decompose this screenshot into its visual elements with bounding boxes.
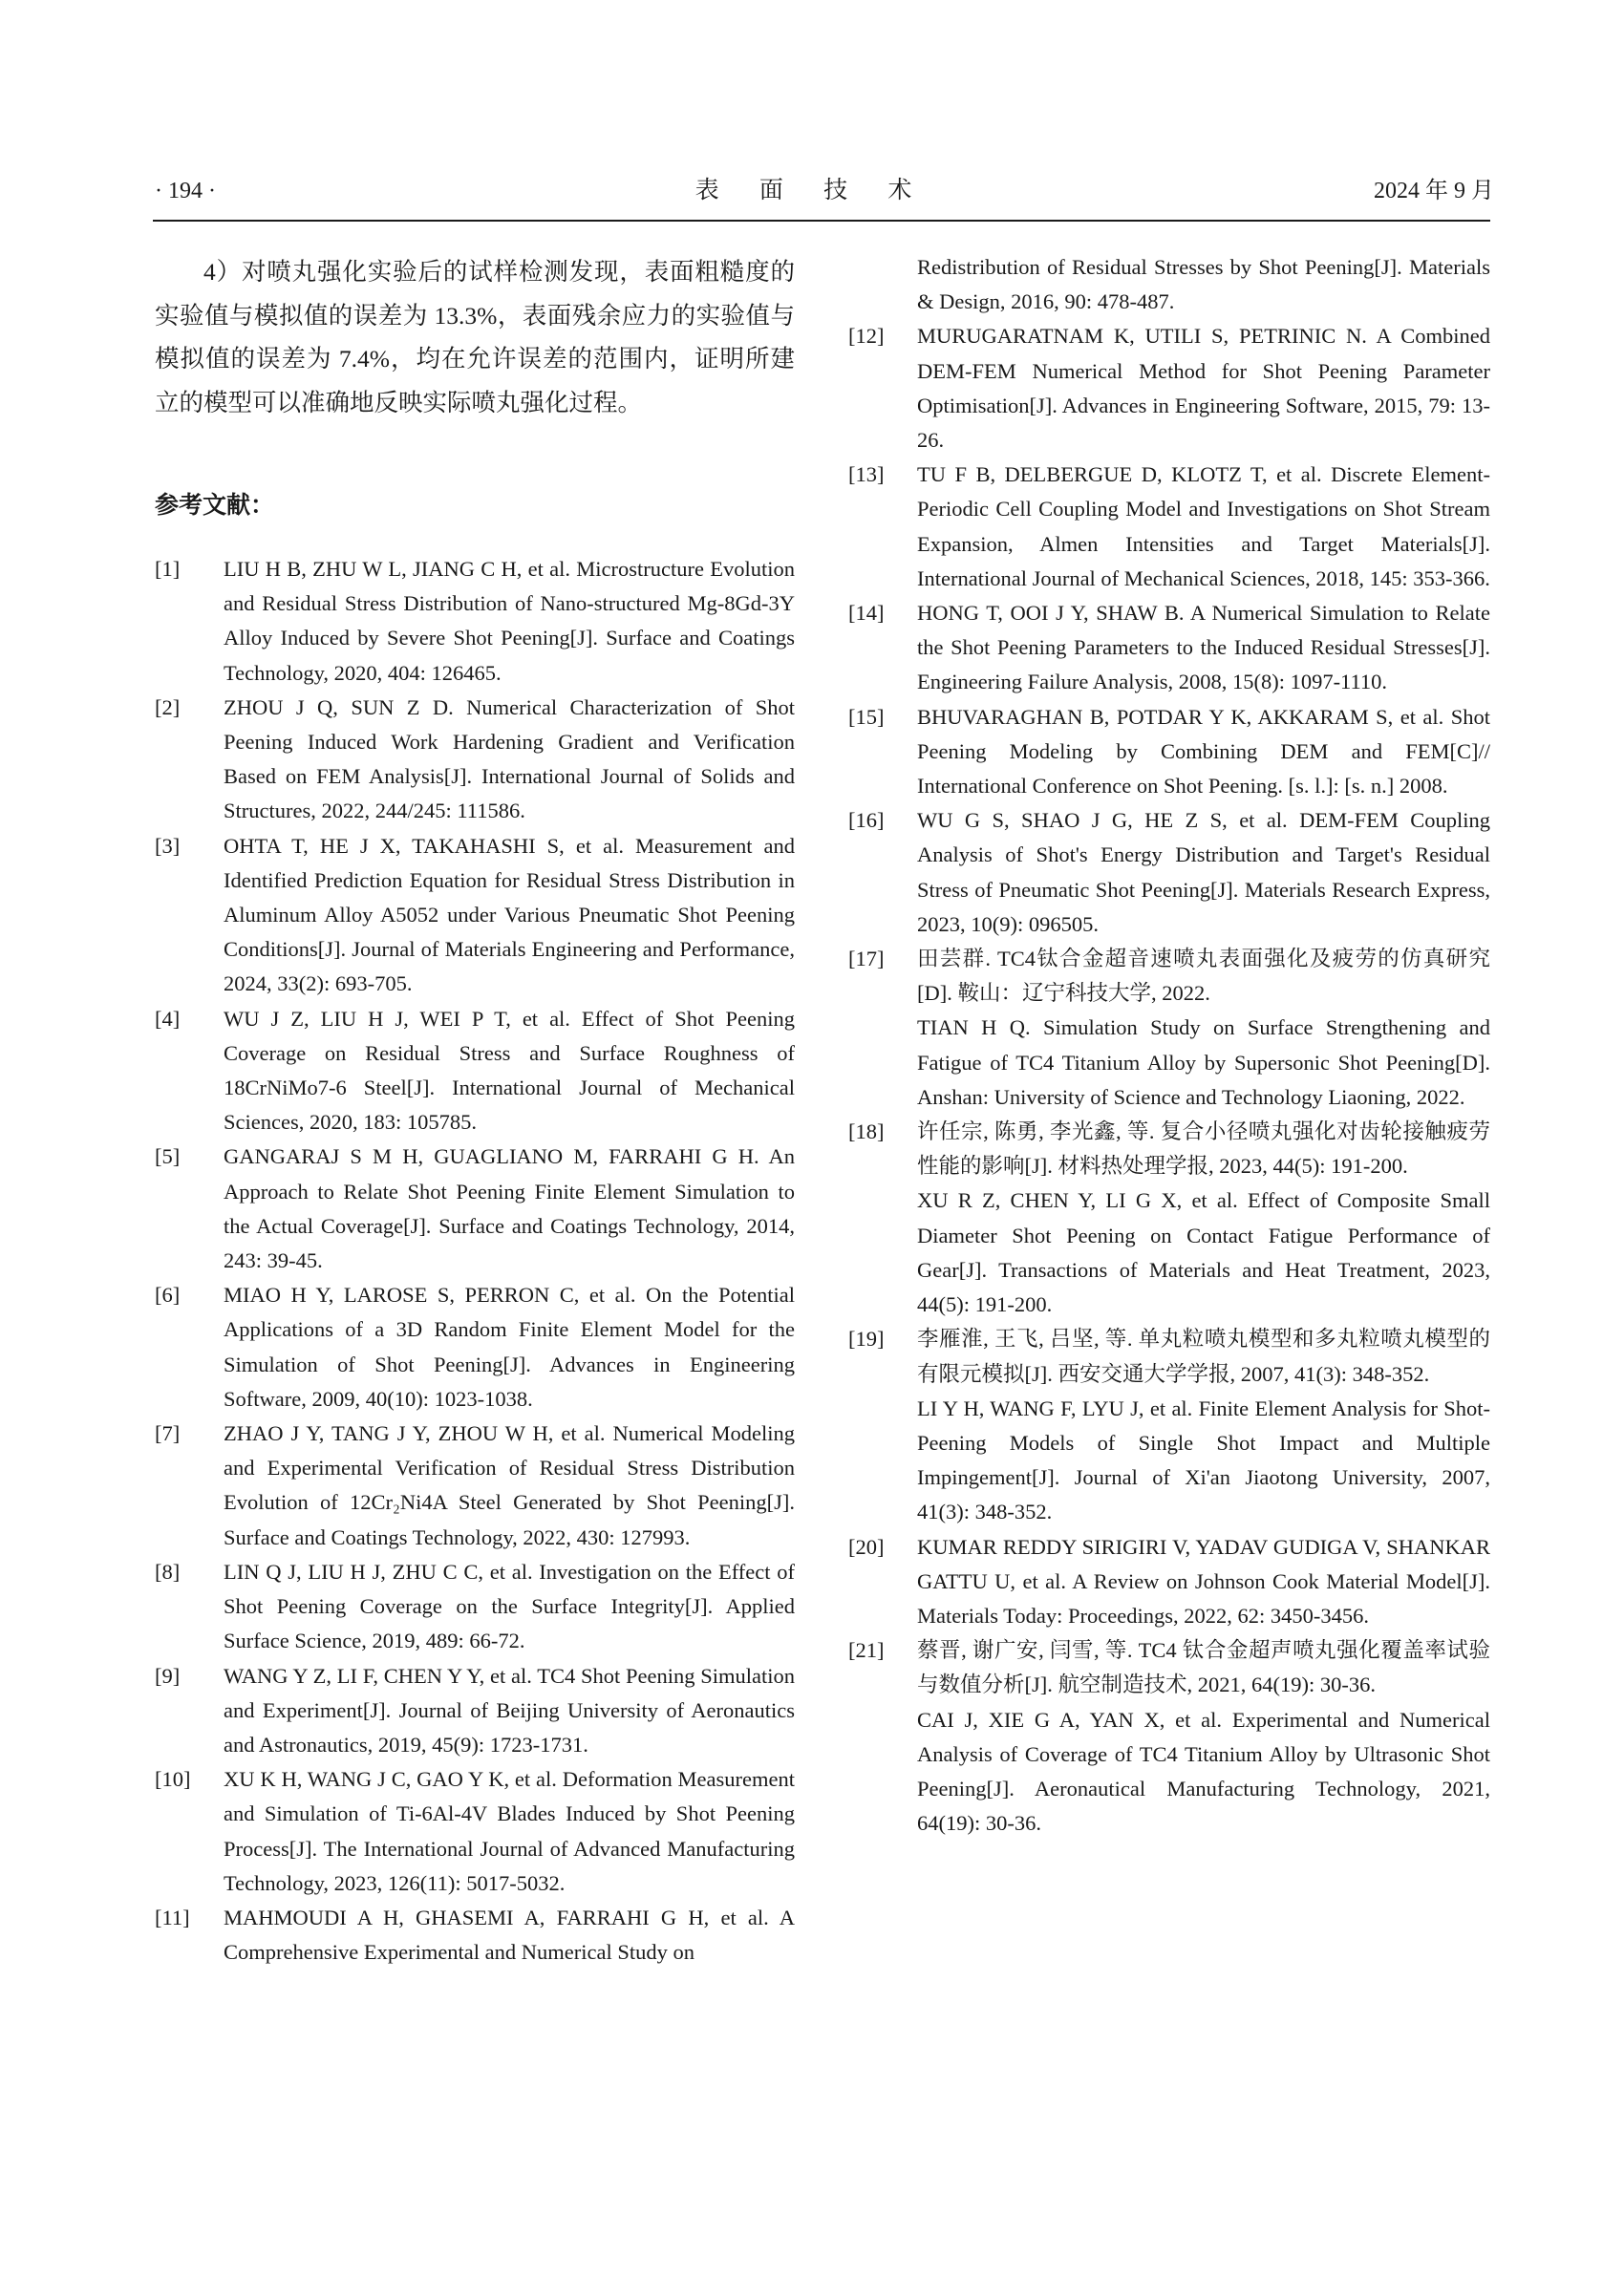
- reference-item: [155, 1901, 795, 1970]
- reference-text: [224, 1659, 795, 1763]
- reference-item: [155, 829, 795, 1002]
- reference-number: [10]: [155, 1767, 191, 1792]
- reference-number: [15]: [848, 704, 885, 729]
- reference-text: [224, 829, 795, 1002]
- reference-item: [848, 1322, 1490, 1529]
- right-column: [848, 250, 1490, 1841]
- reference-item: [848, 1530, 1490, 1634]
- journal-title: 表 面 技 术: [694, 178, 930, 203]
- reference-text-part: WU G S, SHAO J G, HE Z S, et al. DEM-FEM Coupling Analysis of Shot's Energy Distribution and Target's Residual Stress of Pneumatic Shot Peening[J]. Materials Research Express, 2023, 10(9): 096505.: [917, 808, 1490, 936]
- reference-text: [917, 596, 1490, 700]
- reference-text-part: 田芸群. TC4钛合金超音速喷丸表面强化及疲劳的仿真研究[D]. 鞍山：辽宁科技大学, 2022.: [917, 947, 1490, 1006]
- reference-number: [20]: [848, 1534, 885, 1559]
- reference-text: [917, 319, 1490, 458]
- reference-text-part: LIU H B, ZHU W L, JIANG C H, et al. Microstructure Evolution and Residual Stress Distribution of Nano-structured Mg-8Gd-3Y Alloy Induced by Severe Shot Peening[J]. Surface and Coatings Technology, 2020, 404: 126465.: [224, 557, 795, 685]
- reference-number: [9]: [155, 1663, 181, 1688]
- reference-text: [224, 1762, 795, 1901]
- references-heading: 参考文献：: [155, 491, 275, 519]
- reference-item: [848, 596, 1490, 700]
- reference-item: [848, 1633, 1490, 1841]
- reference-text-part: 蔡晋, 谢广安, 闫雪, 等. TC4 钛合金超声喷丸强化覆盖率试验与数值分析[J]. 航空制造技术, 2021, 64(19): 30-36.: [917, 1638, 1490, 1697]
- reference-item: [848, 458, 1490, 596]
- reference-text-part: XU K H, WANG J C, GAO Y K, et al. Deformation Measurement and Simulation of Ti-6Al-4V Blades Induced by Shot Peening Process[J]. The International Journal of Advanced Manufacturing Technology, 2023, 126(11): 5017-5032.: [224, 1767, 795, 1895]
- reference-text-part: MAHMOUDI A H, GHASEMI A, FARRAHI G H, et al. A Comprehensive Experimental and Numerical Study on: [224, 1905, 795, 1965]
- reference-number: [1]: [155, 557, 181, 581]
- reference-text: [917, 458, 1490, 596]
- reference-number: [11]: [155, 1905, 190, 1929]
- reference-item: [155, 1762, 795, 1901]
- reference-item: [848, 700, 1490, 804]
- reference-number: [16]: [848, 808, 885, 833]
- reference-item: [848, 250, 1490, 319]
- reference-text: [917, 942, 1490, 1115]
- reference-text-part: OHTA T, HE J X, TAKAHASHI S, et al. Measurement and Identified Prediction Equation for Residual Stress Distribution in Aluminum Alloy A5052 under Various Pneumatic Shot Peening Conditions[J]. Journal of Materials Engineering and Performance, 2024, 33(2): 693-705.: [224, 833, 795, 996]
- reference-text: [917, 700, 1490, 804]
- reference-number: [3]: [155, 833, 181, 858]
- reference-item: [155, 552, 795, 691]
- reference-number: [5]: [155, 1144, 181, 1169]
- reference-number: [19]: [848, 1327, 885, 1352]
- reference-text: [224, 1140, 795, 1278]
- conclusion-paragraph: 4）对喷丸强化实验后的试样检测发现，表面粗糙度的实验值与模拟值的误差为 13.3%，表面残余应力的实验值与模拟值的误差为 7.4%，均在允许误差的范围内，证明所建立的模型可以准确地反映实际喷丸强化过程。: [155, 258, 795, 416]
- reference-item: [155, 1659, 795, 1763]
- reference-text-part: HONG T, OOI J Y, SHAW B. A Numerical Simulation to Relate the Shot Peening Parameters to the Induced Residual Stresses[J]. Engineering Failure Analysis, 2008, 15(8): 1097-1110.: [917, 601, 1490, 694]
- reference-text-part: 许任宗, 陈勇, 李光鑫, 等. 复合小径喷丸强化对齿轮接触疲劳性能的影响[J]. 材料热处理学报, 2023, 44(5): 191-200.: [917, 1119, 1490, 1179]
- reference-text-part: TIAN H Q. Simulation Study on Surface Strengthening and Fatigue of TC4 Titanium Alloy by Supersonic Shot Peening[D]. Anshan: University of Science and Technology Liaoning, 2022.: [917, 1015, 1490, 1109]
- reference-text: [224, 1002, 795, 1140]
- reference-list-right: [848, 250, 1490, 1841]
- reference-text-part: ZHOU J Q, SUN Z D. Numerical Characterization of Shot Peening Induced Work Hardening Gradient and Verification Based on FEM Analysis[J]. International Journal of Solids and Structures, 2022, 244/245: 111586.: [224, 694, 795, 823]
- reference-text-part: MIAO H Y, LAROSE S, PERRON C, et al. On the Potential Applications of a 3D Random Finite Element Model for the Simulation of Shot Peening[J]. Advances in Engineering Software, 2009, 40(10): 1023-1038.: [224, 1283, 795, 1411]
- left-column: [155, 250, 795, 1970]
- reference-text-part: Redistribution of Residual Stresses by Shot Peening[J]. Materials & Design, 2016, 90: 478-487.: [917, 255, 1490, 314]
- reference-text-part: TU F B, DELBERGUE D, KLOTZ T, et al. Discrete Element-Periodic Cell Coupling Model and Investigations on Shot Stream Expansion, Almen Intensities and Target Materials[J]. International Journal of Mechanical Sciences, 2018, 145: 353-366.: [917, 462, 1490, 590]
- issue-date: 2024 年 9 月: [1374, 179, 1494, 203]
- reference-text-part: XU R Z, CHEN Y, LI G X, et al. Effect of Composite Small Diameter Shot Peening on Contact Fatigue Performance of Gear[J]. Transactions of Materials and Heat Treatment, 2023, 44(5): 191-200.: [917, 1188, 1490, 1317]
- reference-text-part: CAI J, XIE G A, YAN X, et al. Experimental and Numerical Analysis of Coverage of TC4 Titanium Alloy by Ultrasonic Shot Peening[J]. Aeronautical Manufacturing Technology, 2021, 64(19): 30-36.: [917, 1707, 1490, 1836]
- reference-text: [917, 1530, 1490, 1634]
- reference-text-part: WANG Y Z, LI F, CHEN Y Y, et al. TC4 Shot Peening Simulation and Experiment[J]. Journal of Beijing University of Aeronautics and Astronautics, 2019, 45(9): 1723-1731.: [224, 1663, 795, 1757]
- reference-text: [224, 1555, 795, 1659]
- reference-text: [224, 691, 795, 829]
- reference-text: [917, 250, 1490, 319]
- page-number: · 194 ·: [155, 179, 216, 203]
- reference-text: [224, 552, 795, 691]
- reference-number: [12]: [848, 324, 885, 349]
- reference-number: [7]: [155, 1421, 181, 1446]
- reference-number: [21]: [848, 1638, 885, 1663]
- reference-item: [155, 1278, 795, 1417]
- header-rule: [153, 220, 1490, 222]
- reference-text: [917, 1115, 1490, 1322]
- reference-item: [848, 1115, 1490, 1322]
- reference-text-part: LI Y H, WANG F, LYU J, et al. Finite Element Analysis for Shot-Peening Models of Single Shot Impact and Multiple Impingement[J]. Journal of Xi'an Jiaotong University, 2007, 41(3): 348-352.: [917, 1396, 1490, 1524]
- reference-number: [17]: [848, 947, 885, 971]
- reference-number: [6]: [155, 1283, 181, 1308]
- reference-item: [848, 803, 1490, 942]
- reference-item: [155, 691, 795, 829]
- reference-list-left: [155, 552, 795, 1970]
- reference-number: [14]: [848, 601, 885, 626]
- reference-text-part: WU J Z, LIU H J, WEI P T, et al. Effect of Shot Peening Coverage on Residual Stress and Surface Roughness of 18CrNiMo7-6 Steel[J]. International Journal of Mechanical Sciences, 2020, 183: 105785.: [224, 1006, 795, 1135]
- reference-number: [18]: [848, 1119, 885, 1144]
- reference-item: [155, 1417, 795, 1555]
- reference-number: [4]: [155, 1006, 181, 1031]
- reference-item: [155, 1555, 795, 1659]
- reference-number: [8]: [155, 1559, 181, 1584]
- reference-number: [2]: [155, 694, 181, 719]
- reference-text-part: GANGARAJ S M H, GUAGLIANO M, FARRAHI G H. An Approach to Relate Shot Peening Finite Element Simulation to the Actual Coverage[J]. Surface and Coatings Technology, 2014, 243: 39-45.: [224, 1144, 795, 1273]
- reference-text: [224, 1901, 795, 1970]
- reference-text: [917, 1633, 1490, 1841]
- reference-item: [155, 1002, 795, 1140]
- reference-item: [848, 942, 1490, 1115]
- reference-text: [224, 1417, 795, 1555]
- reference-text-part: KUMAR REDDY SIRIGIRI V, YADAV GUDIGA V, SHANKAR GATTU U, et al. A Review on Johnson Cook Material Model[J]. Materials Today: Proceedings, 2022, 62: 3450-3456.: [917, 1534, 1490, 1628]
- reference-text-part: BHUVARAGHAN B, POTDAR Y K, AKKARAM S, et al. Shot Peening Modeling by Combining DEM and FEM[C]// International Conference on Shot Peening. [s. l.]: [s. n.] 2008.: [917, 704, 1490, 799]
- reference-text: [917, 1322, 1490, 1529]
- reference-text-part: LIN Q J, LIU H J, ZHU C C, et al. Investigation on the Effect of Shot Peening Coverage on the Surface Integrity[J]. Applied Surface Science, 2019, 489: 66-72.: [224, 1559, 795, 1653]
- reference-number: [13]: [848, 462, 885, 487]
- reference-text-part: 李雁淮, 王飞, 吕坚, 等. 单丸粒喷丸模型和多丸粒喷丸模型的有限元模拟[J]. 西安交通大学学报, 2007, 41(3): 348-352.: [917, 1327, 1490, 1386]
- reference-text: [224, 1278, 795, 1417]
- reference-text: [917, 803, 1490, 942]
- reference-item: [155, 1140, 795, 1278]
- reference-item: [848, 319, 1490, 458]
- reference-text-part: ZHAO J Y, TANG J Y, ZHOU W H, et al. Numerical Modeling and Experimental Verification of Residual Stress Distribution Evolution of 12Cr₂Ni4A Steel Generated by Shot Peening[J]. Surface and Coatings Technology, 2022, 430: 127993.: [224, 1421, 795, 1549]
- reference-text-part: MURUGARATNAM K, UTILI S, PETRINIC N. A Combined DEM-FEM Numerical Method for Shot Peening Parameter Optimisation[J]. Advances in Engineering Software, 2015, 79: 13-26.: [917, 324, 1490, 453]
- reference-number: [848, 250, 917, 319]
